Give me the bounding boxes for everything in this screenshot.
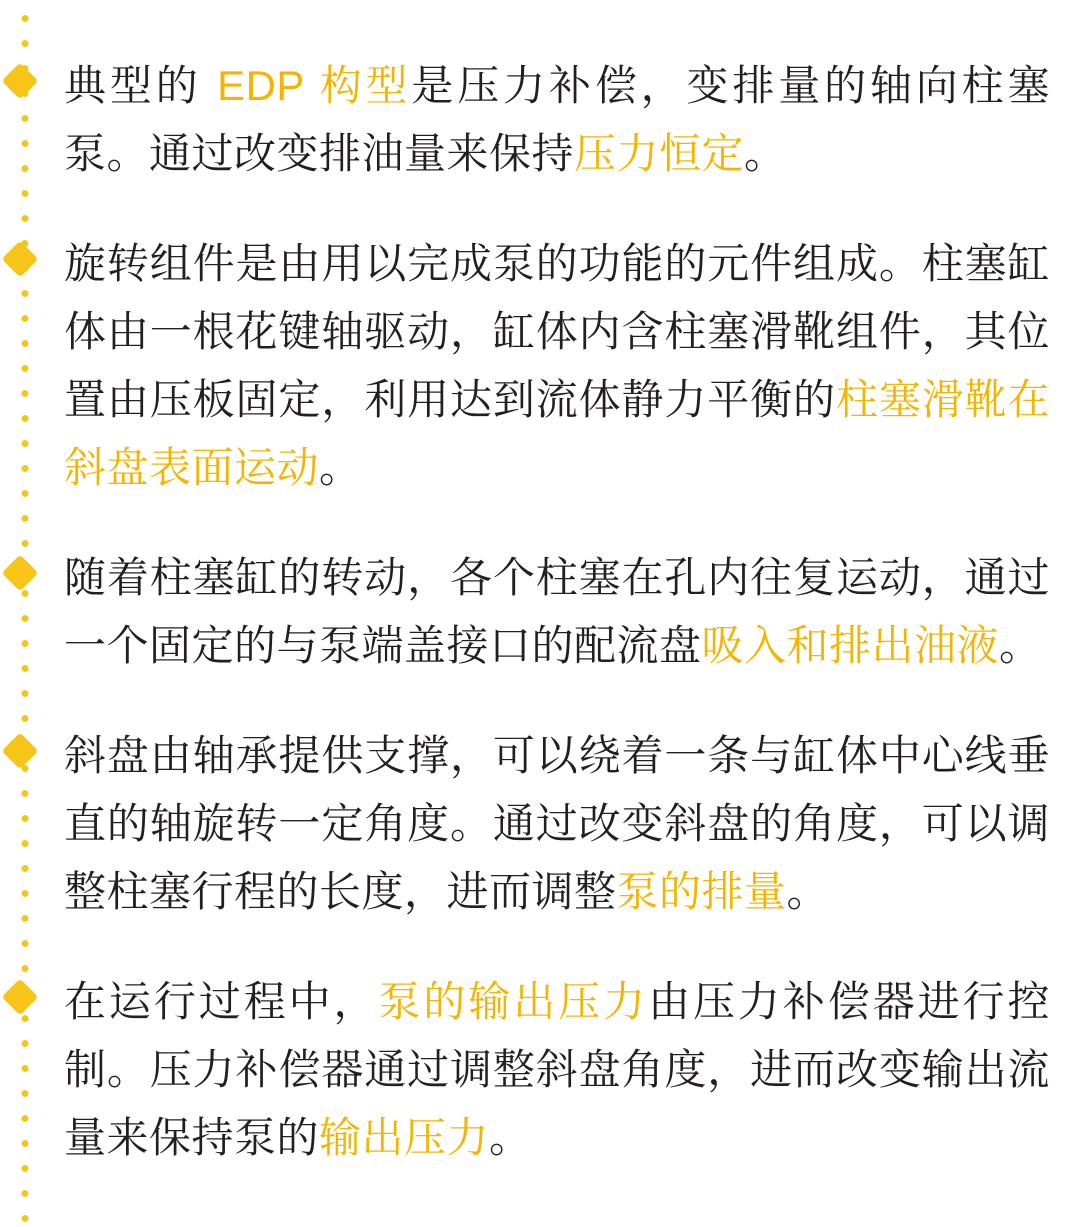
- bullet-paragraph: [64, 52, 1050, 188]
- list-item: [64, 968, 1050, 1172]
- body-text: 旋转组件是由用以完成泵的功能的元件组成。柱塞缸体由一根花键轴驱动，缸体内含柱塞滑靴组件，其位置由压板固定，利用达到流体静力平衡的: [64, 240, 1050, 423]
- highlighted-text: 泵的排量: [616, 868, 787, 915]
- body-text: 是压力补偿，变排量的轴向柱塞泵。通过改变排油量来保持: [64, 62, 1050, 177]
- highlighted-text: EDP 构型: [217, 62, 412, 109]
- diamond-bullet-icon: [2, 555, 39, 592]
- body-text: 。: [786, 868, 830, 915]
- bullet-paragraph: [64, 968, 1050, 1172]
- diamond-bullet-icon: [2, 241, 39, 278]
- body-text: 典型的: [64, 62, 218, 109]
- highlighted-text: 压力恒定: [574, 130, 745, 177]
- bullet-list: [64, 52, 1050, 1172]
- body-text: 随着柱塞缸的转动，各个柱塞在孔内往复运动，通过一个固定的与泵端盖接口的配流盘: [64, 554, 1050, 669]
- list-item: [64, 722, 1050, 926]
- diamond-bullet-icon: [2, 63, 39, 100]
- highlighted-text: 吸入和排出油液: [701, 622, 1000, 669]
- body-text: 在运行过程中，: [64, 978, 379, 1025]
- bullet-paragraph: [64, 544, 1050, 680]
- highlighted-text: 泵的输出压力: [378, 978, 649, 1025]
- bullet-paragraph: [64, 230, 1050, 502]
- body-text: 。: [319, 444, 362, 491]
- list-item: [64, 544, 1050, 680]
- body-text: 由压力补偿器进行控制。压力补偿器通过调整斜盘角度，进而改变输出流量来保持泵的: [64, 978, 1050, 1161]
- body-text: 。: [489, 1114, 532, 1161]
- list-item: [64, 52, 1050, 188]
- body-text: 斜盘由轴承提供支撑，可以绕着一条与缸体中心线垂直的轴旋转一定角度。通过改变斜盘的角度，可以调整柱塞行程的长度，进而调整: [64, 732, 1050, 915]
- diamond-bullet-icon: [2, 979, 39, 1016]
- diamond-bullet-icon: [2, 733, 39, 770]
- highlighted-text: 柱塞滑靴在斜盘表面运动: [64, 376, 1050, 491]
- bullet-paragraph: [64, 722, 1050, 926]
- highlighted-text: 输出压力: [319, 1114, 490, 1161]
- dotted-rail-decoration: [18, 0, 32, 1227]
- body-text: 。: [744, 130, 787, 177]
- body-text: 。: [999, 622, 1042, 669]
- list-item: [64, 230, 1050, 502]
